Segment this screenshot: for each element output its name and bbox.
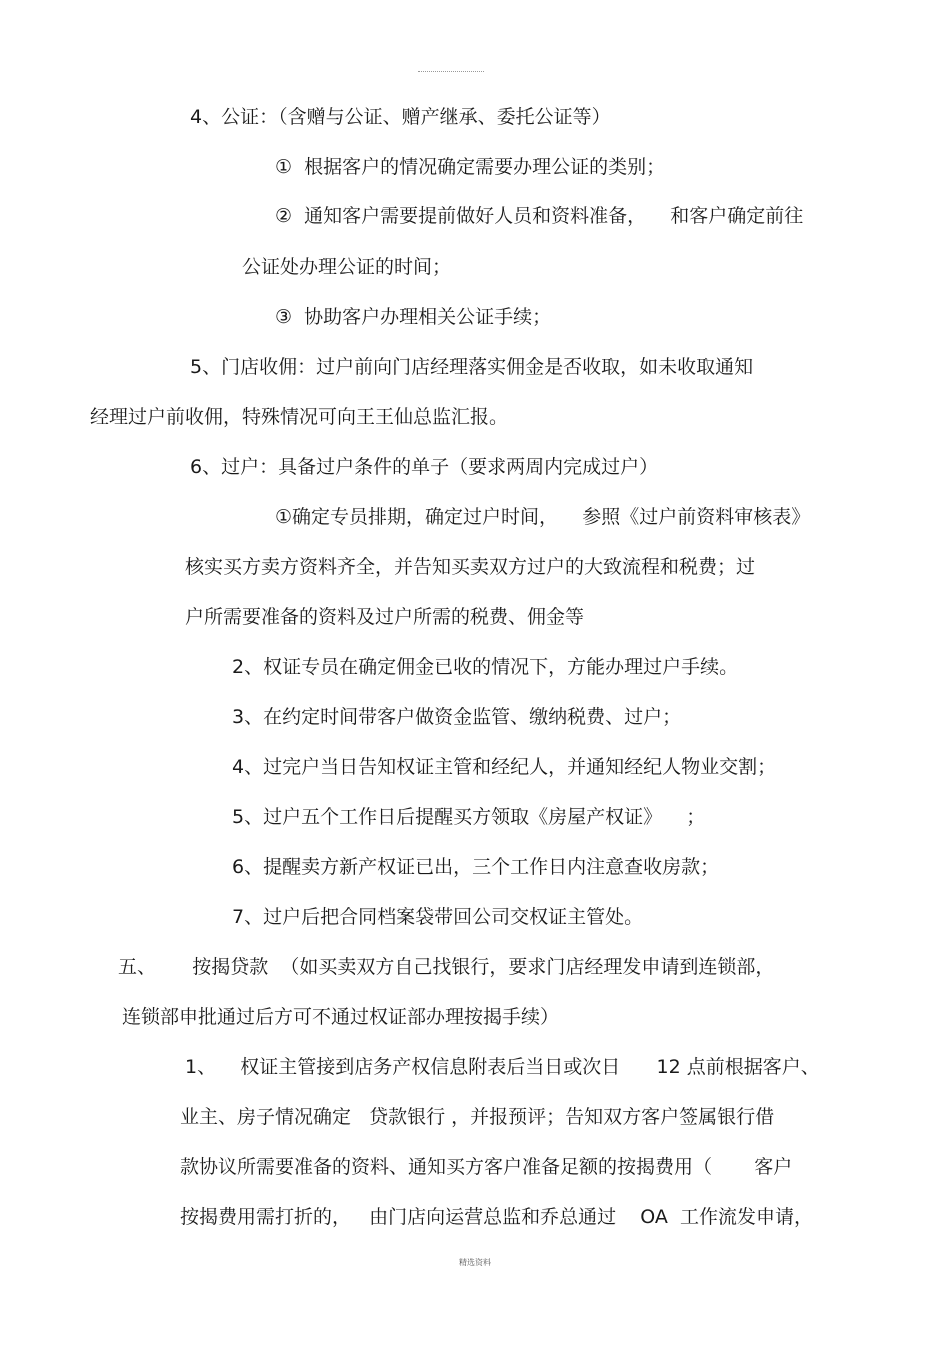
- text-line-4: 公证处办理公证的时间；: [242, 256, 452, 278]
- text-line-11: 户所需要准备的资料及过户所需的税费、佣金等: [185, 606, 585, 628]
- text-line-19: 连锁部申批通过后方可不通过权证部办理按揭手续）: [122, 1006, 560, 1028]
- header-rule: [418, 71, 484, 72]
- text-line-12: 2、权证专员在确定佣金已收的情况下，方能办理过户手续。: [232, 656, 739, 678]
- text-line-14: 4、过完户当日告知权证主管和经纪人，并通知经纪人物业交割；: [232, 756, 777, 778]
- page-footer: 精选资料: [459, 1258, 491, 1267]
- text-line-15: 5、过户五个工作日后提醒买方领取《房屋产权证》 ；: [232, 806, 706, 828]
- text-line-7: 经理过户前收佣，特殊情况可向王王仙总监汇报。: [90, 406, 509, 428]
- text-line-1: 4、公证：（含赠与公证、赠产继承、委托公证等）: [190, 106, 611, 128]
- text-line-20: 1、 权证主管接到店务产权信息附表后当日或次日 12 点前根据客户、: [185, 1056, 820, 1078]
- text-line-6: 5、门店收佣：过户前向门店经理落实佣金是否收取，如未收取通知: [190, 356, 754, 378]
- text-line-18: 五、 按揭贷款 （如买卖双方自己找银行，要求门店经理发申请到连锁部，: [118, 956, 775, 978]
- text-line-2: ① 根据客户的情况确定需要办理公证的类别；: [275, 156, 666, 178]
- text-line-17: 7、过户后把合同档案袋带回公司交权证主管处。: [232, 906, 644, 928]
- text-line-23: 按揭费用需打折的， 由门店向运营总监和乔总通过 OA 工作流发申请，: [180, 1206, 813, 1228]
- text-line-9: ①确定专员排期，确定过户时间， 参照《过户前资料审核表》: [275, 506, 811, 528]
- text-line-3: ② 通知客户需要提前做好人员和资料准备， 和客户确定前往: [275, 205, 804, 227]
- text-line-8: 6、过户：具备过户条件的单子（要求两周内完成过户）: [190, 456, 659, 478]
- text-line-5: ③ 协助客户办理相关公证手续；: [275, 306, 552, 328]
- text-line-16: 6、提醒卖方新产权证已出，三个工作日内注意查收房款；: [232, 856, 720, 878]
- text-line-22: 款协议所需要准备的资料、通知买方客户准备足额的按揭费用（ 客户: [180, 1156, 793, 1178]
- text-line-13: 3、在约定时间带客户做资金监管、缴纳税费、过户；: [232, 706, 682, 728]
- text-line-21: 业主、房子情况确定 贷款银行 ，并报预评；告知双方客户签属银行借: [180, 1106, 775, 1128]
- text-line-10: 核实买方卖方资料齐全，并告知买卖双方过户的大致流程和税费；过: [185, 556, 756, 578]
